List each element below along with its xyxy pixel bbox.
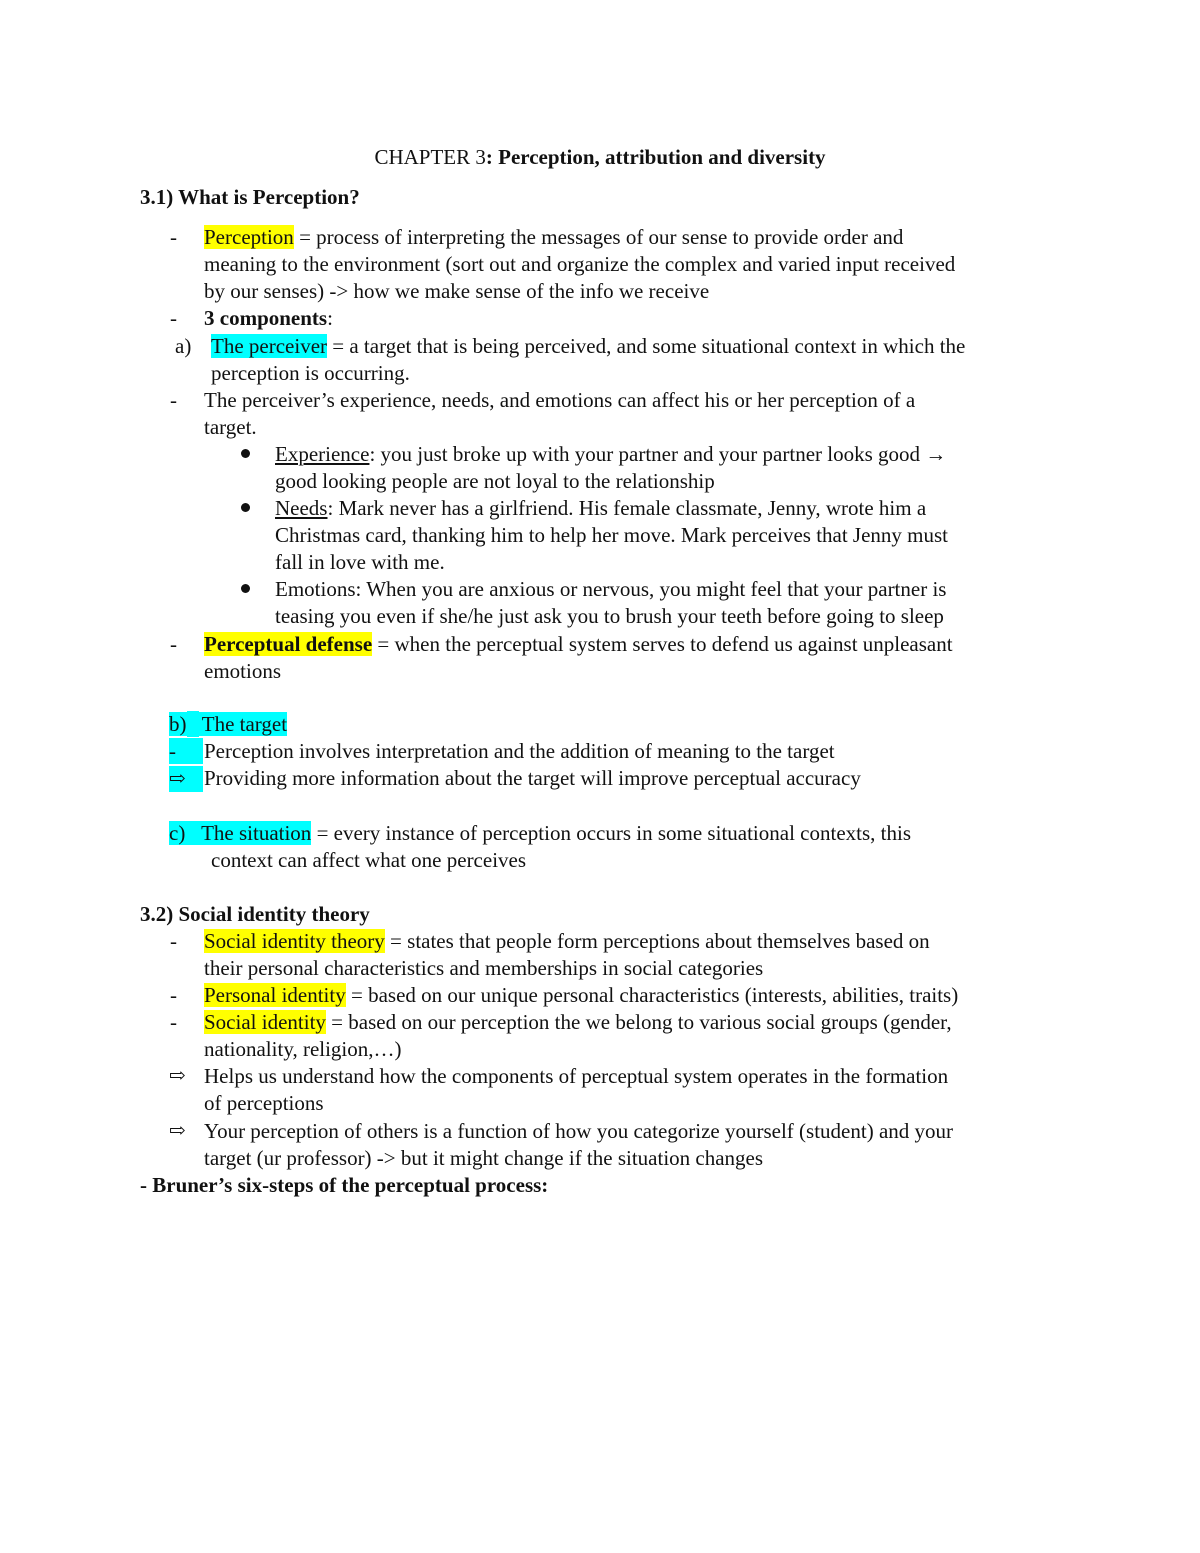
needs-term: Needs [275, 496, 328, 520]
right-arrow-icon: → [925, 442, 947, 466]
dash-marker: - [170, 929, 177, 953]
dash-marker: - [170, 1010, 177, 1034]
needs-line-1: Needs: Mark never has a girlfriend. His female classmate, Jenny, wrote him a [275, 496, 927, 520]
perception-definition-line-3: by our senses) -> how we make sense of the info we receive [204, 279, 710, 303]
social-identity-term: Social identity [204, 1010, 326, 1034]
target-dash-marker: - [169, 738, 203, 764]
emotions-line-1: Emotions: When you are anxious or nervous, you might feel that your partner is [275, 577, 947, 601]
experience-term: Experience [275, 442, 370, 466]
hollow-arrow-icon: ⇨ [169, 1065, 186, 1087]
experience-line-1: Experience: you just broke up with your partner and your partner looks good → [275, 442, 947, 466]
components-line: 3 components: [204, 306, 333, 330]
situation-line-2: context can affect what one perceives [211, 848, 527, 872]
hollow-arrow-icon: ⇨ [169, 1120, 186, 1142]
emotions-line-2: teasing you even if she/he just ask you to brush your teeth before going to sleep [275, 604, 944, 628]
target-arrow-marker [169, 765, 203, 792]
social-identity-line-2: nationality, religion,…) [204, 1037, 402, 1061]
social-identity-theory-line-1: Social identity theory = states that people form perceptions about themselves based on [204, 929, 930, 953]
helps-understand-line-2: of perceptions [204, 1091, 324, 1115]
dash-marker: - [170, 632, 177, 656]
perception-term: Perception [204, 225, 294, 249]
perception-of-others-line-2: target (ur professor) -> but it might change if the situation changes [204, 1146, 764, 1170]
bullet-dot-icon [241, 584, 250, 593]
target-line [169, 711, 287, 737]
perception-definition-line-1: Perception = process of interpreting the messages of our sense to provide order and [204, 225, 904, 249]
perceiver-line-1: The perceiver = a target that is being perceived, and some situational context in which the [211, 334, 966, 358]
needs-line-3: fall in love with me. [275, 550, 445, 574]
helps-understand-line-1: Helps us understand how the components of perceptual system operates in the formation [204, 1064, 949, 1088]
perceiver-term: The perceiver [211, 334, 328, 358]
social-identity-theory-term: Social identity theory [204, 929, 385, 953]
personal-identity-term: Personal identity [204, 983, 346, 1007]
situation-term: The situation [201, 821, 312, 845]
list-marker-a: a) [175, 334, 192, 358]
bruner-heading: - Bruner’s six-steps of the perceptual process: [140, 1173, 549, 1197]
components-label: 3 components [204, 306, 328, 330]
target-line-2: Providing more information about the target will improve perceptual accuracy [204, 766, 861, 790]
list-marker-b: b) [169, 712, 187, 736]
bullet-dot-icon [241, 449, 250, 458]
chapter-title: CHAPTER 3: Perception, attribution and diversity [374, 145, 826, 169]
perceptual-defense-term: Perceptual defense [204, 632, 373, 656]
perceiver-line-2: perception is occurring. [211, 361, 410, 385]
hollow-arrow-icon: ⇨ [169, 766, 203, 792]
dash-marker: - [170, 983, 177, 1007]
social-identity-line-1: Social identity = based on our perception the we belong to various social groups (gender, [204, 1010, 952, 1034]
perceptual-defense-line-1: Perceptual defense = when the perceptual system serves to defend us against unpleasant [204, 632, 953, 656]
list-marker-c: c) [169, 821, 186, 845]
personal-identity-line: Personal identity = based on our unique personal characteristics (interests, abilities, traits) [204, 983, 959, 1007]
target-term: The target [201, 712, 288, 736]
perceiver-factors-line-1: The perceiver’s experience, needs, and emotions can affect his or her perception of a [204, 388, 916, 412]
social-identity-theory-line-2: their personal characteristics and memberships in social categories [204, 956, 764, 980]
needs-line-2: Christmas card, thanking him to help her move. Mark perceives that Jenny must [275, 523, 949, 547]
bullet-dot-icon [241, 503, 250, 512]
perceptual-defense-line-2: emotions [204, 659, 281, 683]
dash-marker: - [170, 306, 177, 330]
dash-marker: - [170, 225, 177, 249]
perception-definition-line-2: meaning to the environment (sort out and organize the complex and varied input received [204, 252, 956, 276]
perception-of-others-line-1: Your perception of others is a function of how you categorize yourself (student) and your [204, 1119, 954, 1143]
experience-line-2: good looking people are not loyal to the relationship [275, 469, 715, 493]
section-3-2-heading: 3.2) Social identity theory [140, 902, 370, 926]
dash-marker: - [170, 388, 177, 412]
situation-line-1: c) The situation = every instance of perception occurs in some situational contexts, this [169, 821, 911, 845]
target-line-1: Perception involves interpretation and the addition of meaning to the target [204, 739, 835, 763]
perceiver-factors-line-2: target. [204, 415, 257, 439]
section-3-1-heading: 3.1) What is Perception? [140, 185, 360, 209]
